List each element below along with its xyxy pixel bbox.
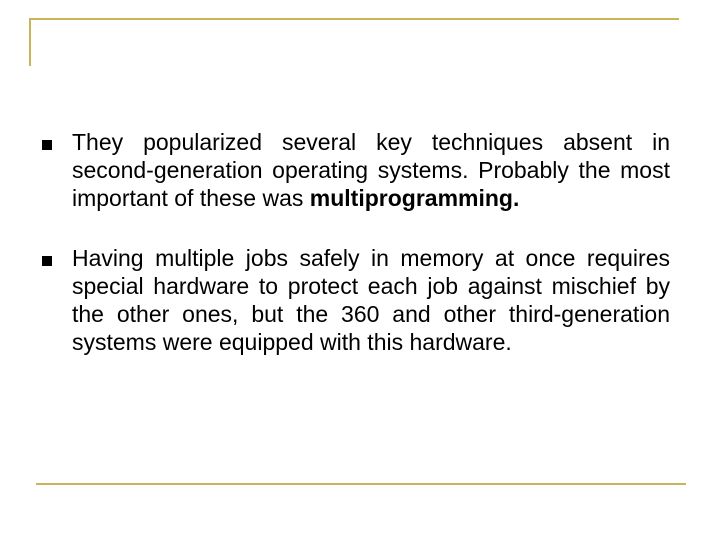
frame-top-rule	[29, 18, 679, 20]
bullet-text-2	[72, 244, 670, 356]
frame-bottom-rule	[36, 483, 686, 485]
square-bullet-icon	[42, 256, 52, 266]
square-bullet-icon	[42, 140, 52, 150]
bullet-text-2-plain: Having multiple jobs safely in memory at once requires special hardware to protect each job against mischief by the other ones, but the 360 and other third-generation systems were equipped with this hardware.	[72, 245, 670, 355]
frame-left-rule	[29, 18, 31, 66]
bullet-text-1	[72, 128, 670, 212]
bullet-list	[42, 128, 670, 388]
bullet-text-1-plain: They popularized several key techniques absent in second-generation operating systems. Probably the most important of these was	[72, 129, 670, 211]
bullet-item-2	[42, 244, 670, 356]
bullet-item-1	[42, 128, 670, 212]
bullet-text-1-bold: multiprogramming.	[309, 185, 520, 211]
